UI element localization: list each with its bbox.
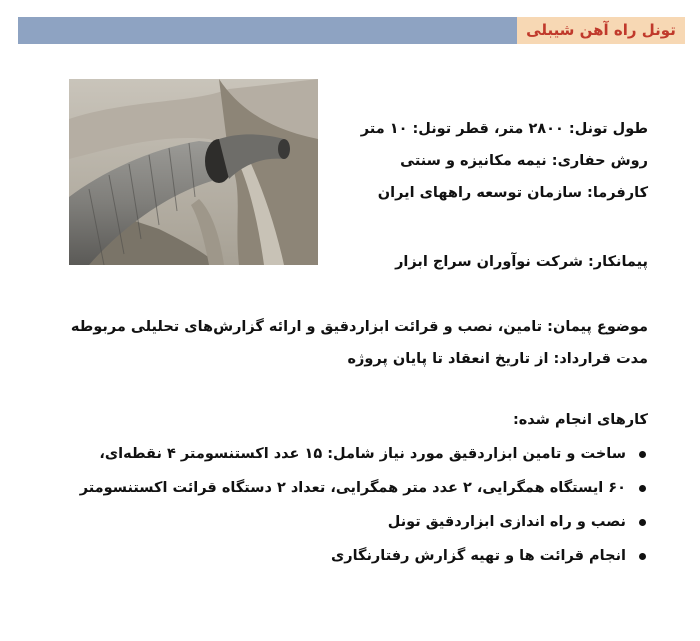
list-item: نصب و راه اندازی ابزاردقیق تونل xyxy=(80,505,648,539)
tunnel-length-line: طول تونل: ۲۸۰۰ متر، قطر تونل: ۱۰ متر xyxy=(360,121,648,137)
works-list xyxy=(80,437,648,573)
list-item: انجام قرائت ها و تهیه گزارش رفتارنگاری xyxy=(80,539,648,573)
page-title: تونل راه آهن شیبلی xyxy=(517,17,685,44)
header-bar xyxy=(18,17,517,44)
contract-info xyxy=(71,311,648,375)
excavation-method-line: روش حفاری: نیمه مکانیزه و سنتی xyxy=(400,153,648,169)
works-title: کارهای انجام شده: xyxy=(512,412,648,428)
contract-duration-line: مدت قرارداد: از تاریخ انعقاد تا پایان پروژه xyxy=(347,351,648,367)
tunnel-photo-image xyxy=(69,79,318,265)
list-item: ساخت و تامین ابزاردقیق مورد نیاز شامل: ۱۵ عدد اکستنسومتر ۴ نقطه‌ای، xyxy=(80,437,648,471)
contract-subject-line: موضوع پیمان: تامین، نصب و قرائت ابزاردقیق و ارائه گزارش‌های تحلیلی مربوطه xyxy=(70,319,648,335)
header xyxy=(18,17,685,44)
tunnel-photo xyxy=(69,79,318,265)
list-item: ۶۰ ایستگاه همگرایی، ۲ عدد متر همگرایی، تعداد ۲ دستگاه قرائت اکستنسومتر xyxy=(80,471,648,505)
client-line: کارفرما: سازمان توسعه راههای ایران xyxy=(377,185,648,201)
contractor-line: پیمانکار: شرکت نوآوران سراج ابزار xyxy=(395,254,648,270)
tunnel-info xyxy=(361,113,648,209)
contractor-info xyxy=(395,246,648,278)
